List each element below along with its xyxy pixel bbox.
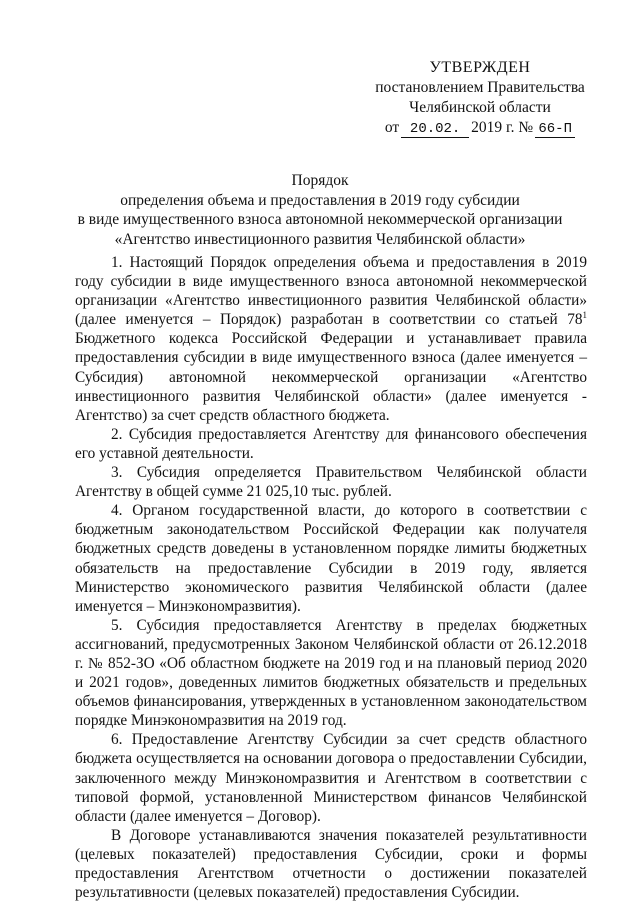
- document-title: [40, 171, 600, 249]
- title-line-3: в виде имущественного взноса автономной некоммерческой организации: [77, 211, 563, 228]
- paragraph-2: 2. Субсидия предоставляется Агентству для финансового обеспечения его уставной деятельности.: [75, 425, 587, 462]
- document-body: [75, 253, 587, 902]
- paragraph-4: 4. Органом государственной власти, до которого в соответствии с бюджетным законодательством Российской Федерации как получателя бюджетных средств доведены в установленном порядке лимиты бюджетных обязательств на предоставление Субсидии в 2019 году, является Министерство экономического развития Челябинской области (далее именуется – Минэкономразвития).: [75, 502, 587, 615]
- approval-date-line: [330, 118, 630, 138]
- title-line-2: определения объема и предоставления в 2019 году субсидии: [120, 191, 520, 209]
- year-label: 2019 г. №: [471, 119, 534, 136]
- title-line-4: «Агентство инвестиционного развития Челябинской области»: [114, 230, 526, 248]
- approval-date: 20.02.: [401, 121, 469, 138]
- paragraph-3: 3. Субсидия определяется Правительством Челябинской области Агентству в общей сумме 21 025,10 тыс. рублей.: [75, 464, 587, 501]
- approval-line-2: Челябинской области: [409, 99, 551, 116]
- approval-block: [330, 58, 630, 138]
- paragraph-1-text-b: Бюджетного кодекса Российской Федерации и устанавливает правила предоставления субсидии в виде имущественного взноса (далее именуется – Субсидия) автономной некоммерческой организации «Агентство инвестиционного развития Челябинской области» (далее именуется - Агентство) за счет средств областного бюджета.: [75, 330, 587, 424]
- paragraph-6: 6. Предоставление Агентству Субсидии за счет средств областного бюджета осуществляется на основании договора о предоставлении Субсидии, заключенного между Минэкономразвития и Агентством в соответствии с типовой формой, установленной Министерством финансов Челябинской области (далее именуется – Договор).: [75, 731, 587, 825]
- approval-line-1: постановлением Правительства: [375, 79, 585, 96]
- from-label: от: [384, 119, 400, 136]
- paragraph-1: [75, 253, 587, 425]
- approval-number: 66-П: [535, 121, 575, 138]
- paragraph-7: В Договоре устанавливаются значения показателей результативности (целевых показателей) предоставления Субсидии, сроки и формы предоставления Агентством отчетности о достижении показателей результативности (целевых показателей) предоставления Субсидии.: [75, 826, 587, 902]
- approval-heading: УТВЕРЖДЕН: [429, 59, 531, 76]
- article-superscript: 1: [582, 310, 587, 321]
- paragraph-5: 5. Субсидия предоставляется Агентству в пределах бюджетных ассигнований, предусмотренных Законом Челябинской области от 26.12.2018 г. № 852-ЗО «Об областном бюджете на 2019 год и на плановый период 2020 и 2021 годов», доведенных лимитов бюджетных обязательств и предельных объемов финансирования, утвержденных в установленном законодательством порядке Минэкономразвития на 2019 год.: [75, 616, 587, 730]
- title-line-1: Порядок: [291, 172, 349, 189]
- paragraph-1-text-a: 1. Настоящий Порядок определения объема и предоставления в 2019 году субсидии в виде имущественного взноса автономной некоммерческой организации «Агентство инвестиционного развития Челябинской области» (далее именуется – Порядок) разработан в соответствии со статьей 78: [75, 254, 587, 329]
